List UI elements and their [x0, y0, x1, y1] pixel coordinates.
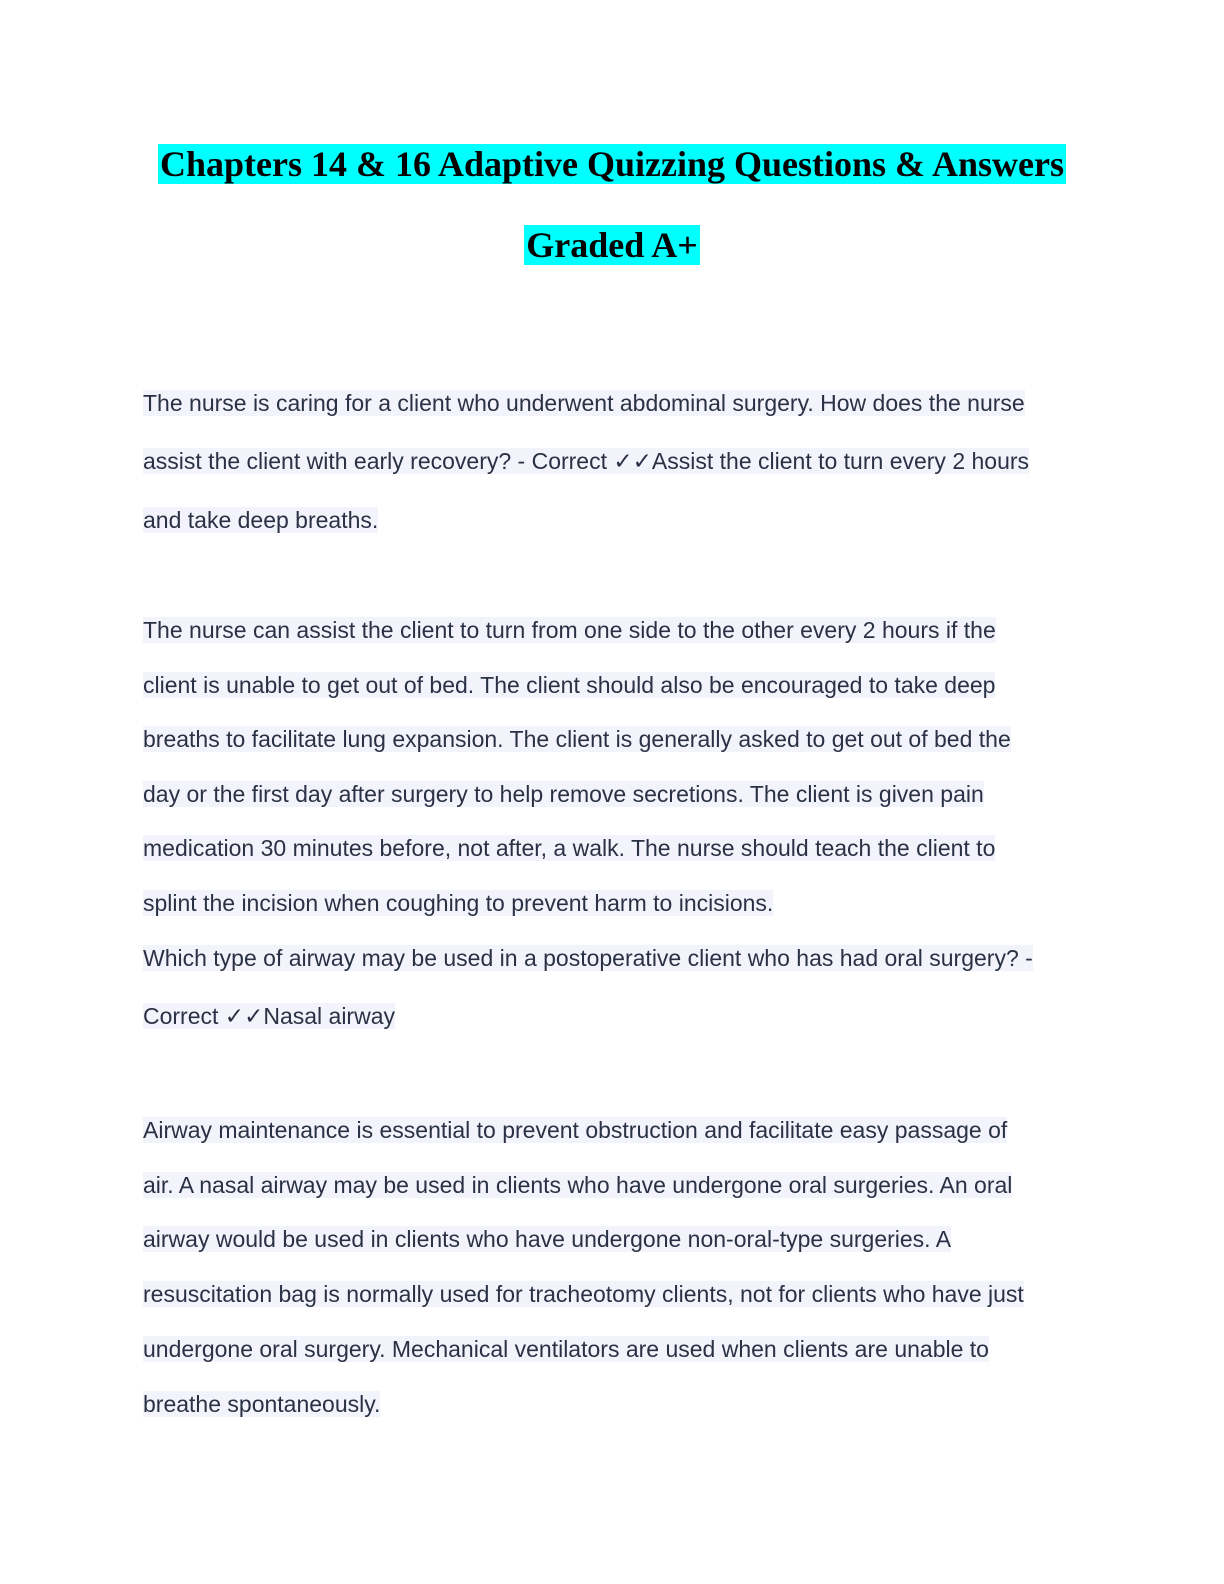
rationale-2-line-4: resuscitation bag is normally used for tracheotomy clients, not for clients who have just [143, 1281, 1024, 1307]
title-text-2: Graded A+ [526, 225, 698, 265]
question-1-line-3: and take deep breaths. [143, 507, 379, 533]
document-title-line-2 [0, 223, 1224, 267]
title-text-1: Chapters 14 & 16 Adaptive Quizzing Questions & Answers [159, 144, 1065, 184]
rationale-2-line-2: air. A nasal airway may be used in clients who have undergone oral surgeries. An oral [143, 1172, 1013, 1198]
rationale-2-line-5: undergone oral surgery. Mechanical ventilators are used when clients are unable to [143, 1336, 989, 1362]
rationale-1-line-2: client is unable to get out of bed. The client should also be encouraged to take deep [143, 672, 996, 698]
question-2-line-1: Which type of airway may be used in a postoperative client who has had oral surgery? - [143, 945, 1033, 971]
rationale-1-line-6: splint the incision when coughing to prevent harm to incisions. [143, 890, 774, 916]
rationale-1-line-3: breaths to facilitate lung expansion. The client is generally asked to get out of bed the [143, 726, 1011, 752]
question-1-line-1: The nurse is caring for a client who underwent abdominal surgery. How does the nurse [143, 390, 1025, 416]
rationale-2-line-1: Airway maintenance is essential to prevent obstruction and facilitate easy passage of [143, 1117, 1008, 1143]
rationale-2-line-3: airway would be used in clients who have undergone non-oral-type surgeries. A [143, 1226, 952, 1252]
document-title-line-1 [0, 142, 1224, 186]
question-1-line-2: assist the client with early recovery? - Correct ✓✓Assist the client to turn every 2 hours [143, 448, 1030, 474]
question-2-line-2: Correct ✓✓Nasal airway [143, 1003, 395, 1029]
rationale-1-line-4: day or the first day after surgery to help remove secretions. The client is given pain [143, 781, 984, 807]
rationale-1-line-1: The nurse can assist the client to turn from one side to the other every 2 hours if the [143, 617, 996, 643]
rationale-2-line-6: breathe spontaneously. [143, 1391, 381, 1417]
rationale-1-line-5: medication 30 minutes before, not after, a walk. The nurse should teach the client to [143, 835, 996, 861]
